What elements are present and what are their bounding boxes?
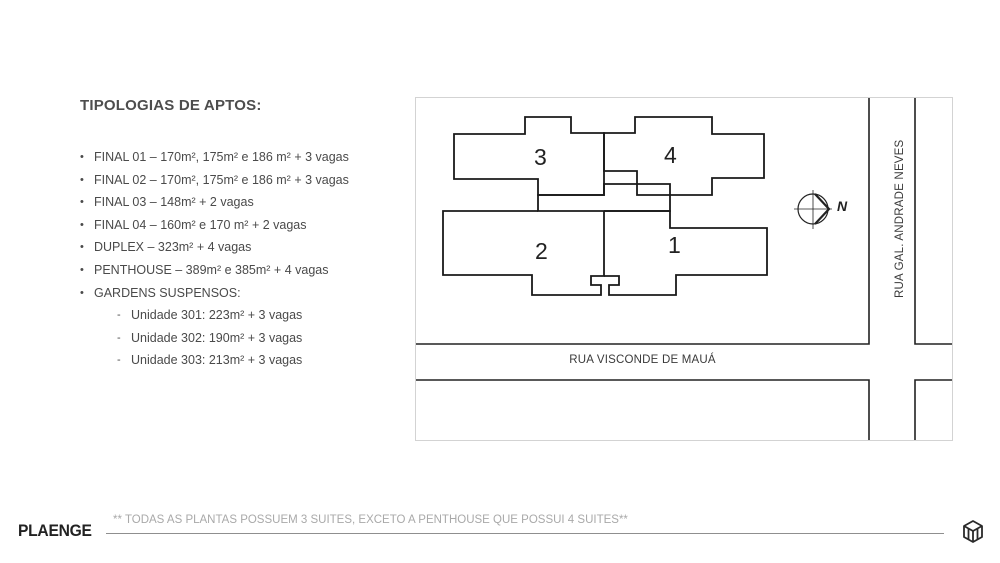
compass-north-label: N bbox=[837, 198, 848, 214]
compass-icon bbox=[794, 190, 832, 229]
building-3-label: 3 bbox=[534, 144, 547, 170]
dash: - bbox=[117, 331, 121, 344]
site-plan bbox=[415, 97, 953, 441]
bullet: • bbox=[80, 196, 84, 209]
bullet: • bbox=[80, 263, 84, 276]
list-item-text: FINAL 01 – 170m², 175m² e 186 m² + 3 vagas bbox=[94, 150, 349, 164]
footer-note: ** TODAS AS PLANTAS POSSUEM 3 SUITES, EXCETO A PENTHOUSE QUE POSSUI 4 SUITES** bbox=[113, 514, 628, 526]
list-item bbox=[80, 146, 349, 169]
sub-list-item-text: Unidade 302: 190m² + 3 vagas bbox=[131, 330, 303, 345]
sub-list-item-text: Unidade 301: 223m² + 3 vagas bbox=[131, 308, 303, 323]
list-item bbox=[80, 259, 349, 282]
bullet: • bbox=[80, 218, 84, 231]
list-item bbox=[80, 236, 349, 259]
building-1-outline bbox=[604, 211, 767, 295]
list-item bbox=[80, 282, 349, 305]
building-2-outline bbox=[443, 211, 604, 295]
sub-list-item bbox=[80, 349, 349, 372]
plaenge-logo: PLAENGE bbox=[18, 521, 92, 540]
site-plan-drawing bbox=[416, 98, 953, 441]
typology-list bbox=[80, 146, 349, 372]
sub-list-item bbox=[80, 327, 349, 350]
list-item-text: PENTHOUSE – 389m² e 385m² + 4 vagas bbox=[94, 262, 329, 277]
sub-list-item-text: Unidade 303: 213m² + 3 vagas bbox=[131, 353, 303, 368]
list-item bbox=[80, 169, 349, 192]
dash: - bbox=[117, 309, 121, 322]
list-item-text: DUPLEX – 323m² + 4 vagas bbox=[94, 240, 252, 255]
building-2-label: 2 bbox=[535, 238, 548, 264]
bullet: • bbox=[80, 286, 84, 299]
core-outline bbox=[538, 184, 670, 211]
bullet: • bbox=[80, 151, 84, 163]
street-label-visconde-de-maua: RUA VISCONDE DE MAUÁ bbox=[569, 354, 716, 366]
building-4-label: 4 bbox=[664, 142, 677, 168]
building-3-outline bbox=[454, 117, 604, 195]
list-item-text: GARDENS SUSPENSOS: bbox=[94, 285, 241, 300]
list-item-text: FINAL 03 – 148m² + 2 vagas bbox=[94, 195, 254, 210]
dash: - bbox=[117, 354, 121, 367]
plaenge-cube-icon bbox=[962, 519, 984, 545]
list-item-text: FINAL 04 – 160m² e 170 m² + 2 vagas bbox=[94, 217, 307, 232]
block-outline bbox=[915, 380, 953, 441]
page-title: TIPOLOGIAS DE APTOS: bbox=[80, 97, 262, 114]
bullet: • bbox=[80, 173, 84, 186]
footer-divider bbox=[106, 533, 944, 534]
bullet: • bbox=[80, 241, 84, 254]
building-1-label: 1 bbox=[668, 232, 681, 258]
block-outline bbox=[915, 98, 953, 344]
sub-list-item bbox=[80, 304, 349, 327]
list-item bbox=[80, 191, 349, 214]
list-item bbox=[80, 214, 349, 237]
list-item-text: FINAL 02 – 170m², 175m² e 186 m² + 3 vagas bbox=[94, 172, 349, 187]
block-outline bbox=[416, 380, 869, 441]
street-label-gal-andrade-neves: RUA GAL. ANDRADE NEVES bbox=[894, 139, 906, 298]
